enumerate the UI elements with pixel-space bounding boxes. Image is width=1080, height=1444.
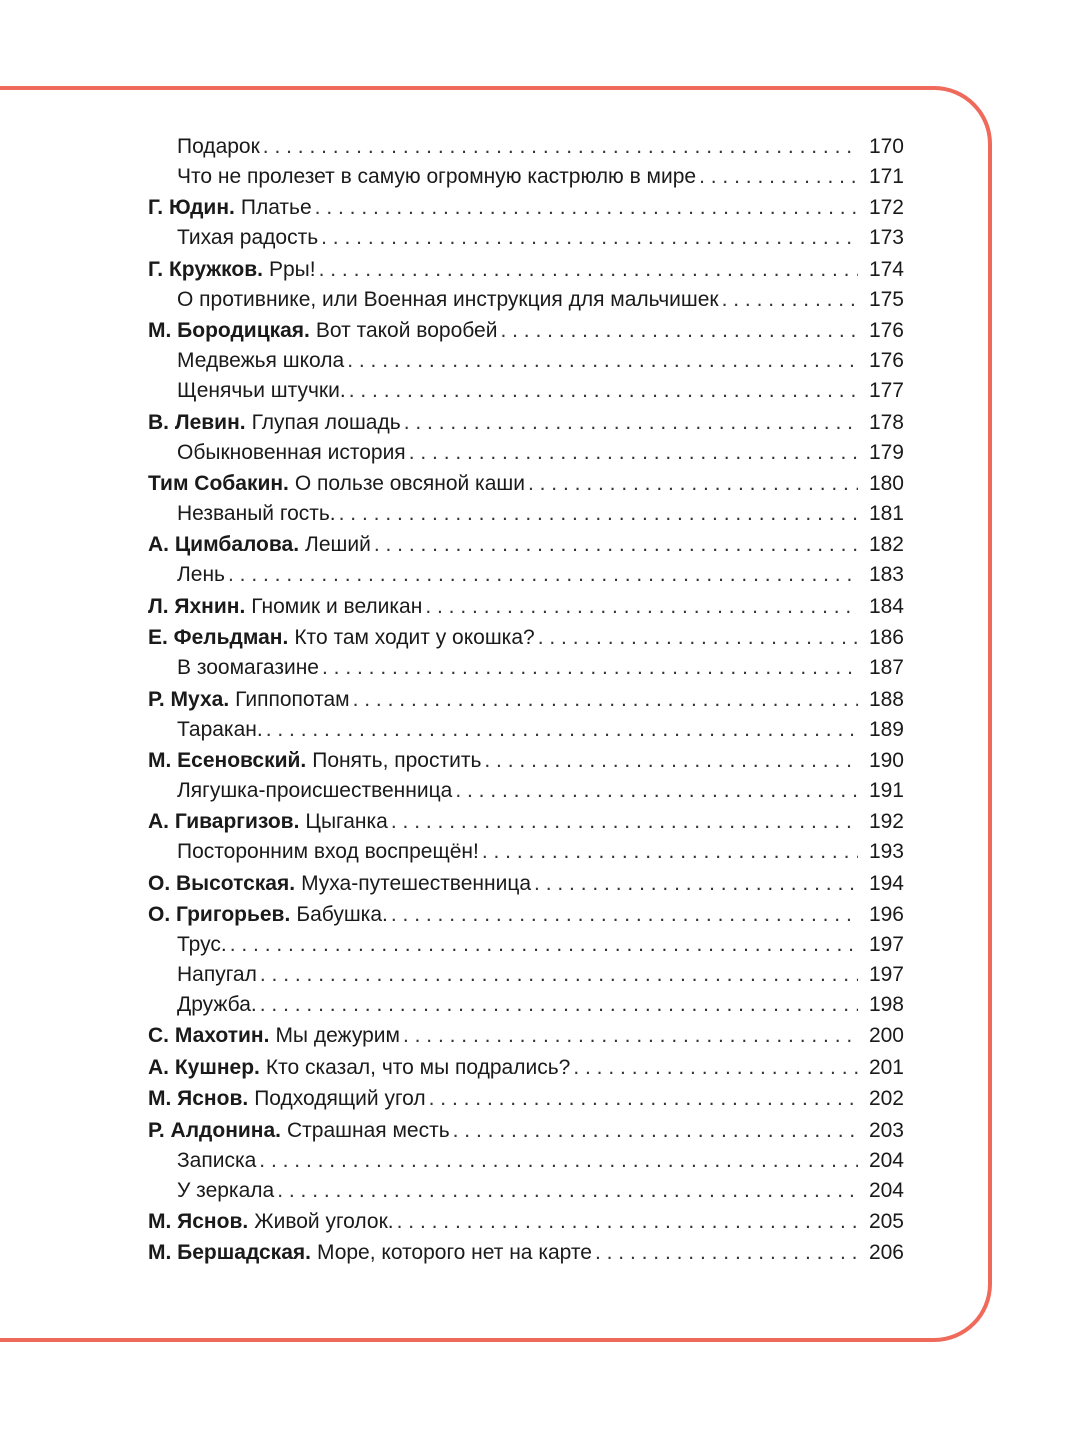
dot-leader <box>391 900 858 930</box>
toc-author: Л. Яхнин. <box>148 594 246 618</box>
toc-page-number: 176 <box>868 319 904 343</box>
toc-entry <box>148 346 904 376</box>
toc-title: Тихая радость <box>177 226 319 250</box>
toc-page-number: 205 <box>868 1210 904 1234</box>
toc-title: Мы дежурим <box>275 1024 400 1048</box>
toc-page-number: 170 <box>868 135 904 158</box>
toc-title: Записка <box>177 1148 257 1172</box>
dot-leader <box>453 1116 858 1146</box>
toc-page-number: 206 <box>868 1241 904 1265</box>
dot-leader <box>322 653 858 683</box>
toc-entry <box>148 930 904 960</box>
toc-author: М. Яснов. <box>148 1087 249 1111</box>
toc-entry <box>148 685 904 715</box>
toc-title: Муха-путешественница <box>301 871 532 895</box>
toc-entry <box>148 1238 904 1268</box>
toc-author: Тим Собакин. <box>148 471 289 495</box>
toc-author: В. Левин. <box>148 410 246 434</box>
toc-entry <box>148 990 904 1020</box>
toc-entry <box>148 438 904 468</box>
toc-author: М. Есеновский. <box>148 748 307 772</box>
toc-author: С. Махотин. <box>148 1024 270 1048</box>
dot-leader <box>484 746 858 776</box>
toc-title: Таракан. <box>177 717 263 741</box>
toc-entry <box>148 1176 904 1206</box>
toc-page-number: 182 <box>868 533 904 557</box>
toc-page-number: 191 <box>868 778 904 802</box>
toc-page-number: 193 <box>868 840 904 864</box>
toc-title: Напугал <box>177 963 257 987</box>
toc-entry <box>148 193 904 223</box>
toc-page-number: 171 <box>868 165 904 188</box>
toc-page-number: 196 <box>868 903 904 927</box>
toc-entry <box>148 560 904 590</box>
toc-page-number: 178 <box>868 410 904 434</box>
toc-entry <box>148 623 904 653</box>
dot-leader <box>500 316 858 346</box>
dot-leader <box>409 438 858 468</box>
toc-page-number: 190 <box>868 748 904 772</box>
toc-entry <box>148 316 904 346</box>
toc-title: Цыганка <box>305 810 388 834</box>
toc-title: Трус. <box>177 933 227 957</box>
dot-leader <box>595 1238 858 1268</box>
toc-page-number: 184 <box>868 594 904 618</box>
toc-entry <box>148 869 904 899</box>
toc-author: О. Высотская. <box>148 871 296 895</box>
toc-title: Живой уголок. <box>254 1210 394 1234</box>
toc-author: М. Бершадская. <box>148 1241 311 1265</box>
toc-entry <box>148 837 904 867</box>
toc-author: А. Гиваргизов. <box>148 810 300 834</box>
toc-page-number: 200 <box>868 1024 904 1048</box>
dot-leader <box>403 1021 858 1051</box>
toc-page-number: 194 <box>868 871 904 895</box>
table-of-contents <box>148 132 904 1268</box>
dot-leader <box>263 132 858 162</box>
toc-author: М. Бородицкая. <box>148 319 310 343</box>
toc-page-number: 201 <box>868 1055 904 1079</box>
dot-leader <box>391 807 858 837</box>
toc-entry <box>148 1021 904 1051</box>
toc-title: Обыкновенная история <box>177 440 406 464</box>
dot-leader <box>374 530 858 560</box>
dot-leader <box>321 223 858 253</box>
dot-leader <box>534 869 858 899</box>
toc-title: О пользе овсяной каши <box>294 471 525 495</box>
toc-entry <box>148 162 904 192</box>
toc-title: Рры! <box>268 257 316 281</box>
toc-entry <box>148 469 904 499</box>
toc-entry <box>148 376 904 406</box>
toc-title: Дружба. <box>177 993 257 1017</box>
dot-leader <box>315 193 858 223</box>
toc-page-number: 188 <box>868 687 904 711</box>
toc-title: Понять, простить <box>312 748 482 772</box>
toc-page-number: 197 <box>868 933 904 957</box>
toc-author: Р. Муха. <box>148 687 230 711</box>
dot-leader <box>699 162 858 192</box>
toc-entry <box>148 1116 904 1146</box>
toc-title: Гиппопотам <box>235 687 350 711</box>
dot-leader <box>260 990 858 1020</box>
dot-leader <box>429 1084 858 1114</box>
toc-page-number: 202 <box>868 1087 904 1111</box>
dot-leader <box>230 930 858 960</box>
dot-leader <box>319 255 858 285</box>
toc-entry <box>148 255 904 285</box>
toc-title: Подходящий угол <box>254 1087 426 1111</box>
dot-leader <box>528 469 858 499</box>
toc-entry <box>148 746 904 776</box>
dot-leader <box>404 408 858 438</box>
toc-page-number: 203 <box>868 1118 904 1142</box>
toc-author: О. Григорьев. <box>148 903 291 927</box>
toc-page-number: 175 <box>868 287 904 311</box>
dot-leader <box>347 346 858 376</box>
toc-entry <box>148 960 904 990</box>
dot-leader <box>339 499 858 529</box>
toc-entry <box>148 592 904 622</box>
toc-title: Щенячьи штучки. <box>177 379 346 403</box>
toc-entry <box>148 1053 904 1083</box>
toc-entry <box>148 653 904 683</box>
toc-entry <box>148 132 904 162</box>
toc-entry <box>148 499 904 529</box>
dot-leader <box>277 1176 858 1206</box>
toc-entry <box>148 1084 904 1114</box>
toc-author: А. Кушнер. <box>148 1055 260 1079</box>
toc-entry <box>148 900 904 930</box>
toc-page-number: 204 <box>868 1148 904 1172</box>
dot-leader <box>349 376 858 406</box>
toc-author: Г. Юдин. <box>148 196 235 220</box>
toc-page-number: 189 <box>868 717 904 741</box>
dot-leader <box>397 1207 858 1237</box>
toc-author: М. Яснов. <box>148 1210 249 1234</box>
toc-title: Страшная месть <box>286 1118 450 1142</box>
toc-page-number: 187 <box>868 656 904 680</box>
toc-title: Подарок <box>177 135 260 158</box>
toc-title: О противнике, или Военная инструкция для мальчишек <box>177 287 719 311</box>
toc-page-number: 198 <box>868 993 904 1017</box>
toc-page-number: 177 <box>868 379 904 403</box>
toc-title: Леший <box>305 533 371 557</box>
toc-title: Кто сказал, что мы подрались? <box>265 1055 571 1079</box>
dot-leader <box>353 685 858 715</box>
toc-page-number: 183 <box>868 563 904 587</box>
toc-entry <box>148 223 904 253</box>
toc-entry <box>148 408 904 438</box>
dot-leader <box>482 837 858 867</box>
toc-title: Платье <box>240 196 312 220</box>
toc-page-number: 192 <box>868 810 904 834</box>
toc-title: Гномик и великан <box>251 594 423 618</box>
dot-leader <box>455 776 858 806</box>
toc-entry <box>148 776 904 806</box>
toc-title: Лягушка-происшественница <box>177 778 453 802</box>
dot-leader <box>228 560 858 590</box>
toc-entry <box>148 807 904 837</box>
dot-leader <box>260 960 858 990</box>
toc-title: Море, которого нет на карте <box>316 1241 592 1265</box>
toc-page-number: 179 <box>868 440 904 464</box>
toc-page-number: 204 <box>868 1178 904 1202</box>
toc-title: Незваный гость. <box>177 501 336 525</box>
toc-entry <box>148 285 904 315</box>
toc-entry <box>148 1146 904 1176</box>
toc-author: Г. Кружков. <box>148 257 263 281</box>
toc-title: Медвежья школа <box>177 349 345 373</box>
dot-leader <box>573 1053 858 1083</box>
toc-page-number: 181 <box>868 501 904 525</box>
dot-leader <box>538 623 858 653</box>
toc-title: У зеркала <box>177 1178 275 1202</box>
toc-page-number: 186 <box>868 626 904 650</box>
toc-entry <box>148 1207 904 1237</box>
toc-page-number: 174 <box>868 257 904 281</box>
toc-title: В зоомагазине <box>177 656 319 680</box>
toc-title: Бабушка. <box>296 903 388 927</box>
toc-title: Вот такой воробей <box>315 319 498 343</box>
toc-page-number: 173 <box>868 226 904 250</box>
toc-page-number: 180 <box>868 471 904 495</box>
toc-author: Е. Фельдман. <box>148 626 289 650</box>
toc-page-number: 197 <box>868 963 904 987</box>
dot-leader <box>425 592 858 622</box>
toc-page-number: 176 <box>868 349 904 373</box>
toc-title: Лень <box>177 563 225 587</box>
dot-leader <box>259 1146 858 1176</box>
toc-title: Кто там ходит у окошка? <box>294 626 535 650</box>
dot-leader <box>722 285 858 315</box>
dot-leader <box>266 715 858 745</box>
toc-author: А. Цимбалова. <box>148 533 300 557</box>
toc-title: Что не пролезет в самую огромную кастрюлю в мире <box>177 165 697 188</box>
toc-title: Посторонним вход воспрещён! <box>177 840 479 864</box>
toc-author: Р. Алдонина. <box>148 1118 281 1142</box>
toc-page-number: 172 <box>868 196 904 220</box>
toc-entry <box>148 530 904 560</box>
toc-title: Глупая лошадь <box>251 410 401 434</box>
toc-entry <box>148 715 904 745</box>
